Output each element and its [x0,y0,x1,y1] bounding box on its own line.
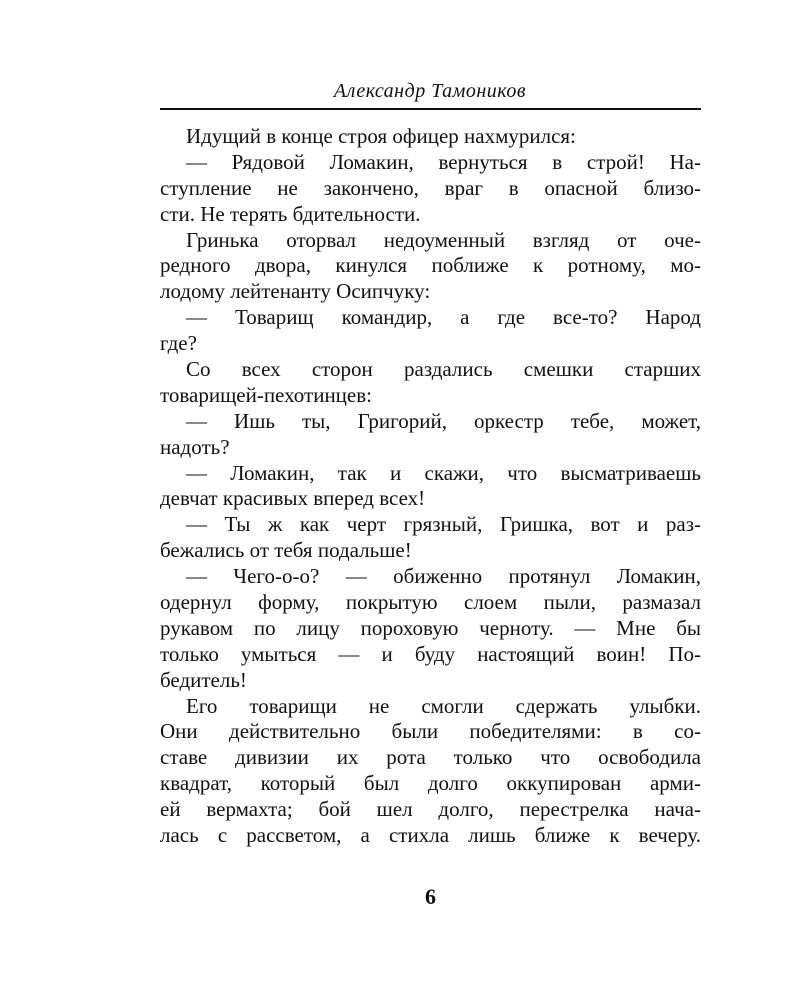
text-line: Со всех сторон раздались смешки старших [186,357,701,382]
body-text [160,124,701,849]
running-head-author: Александр Тамоников [333,80,527,102]
text-line: рукавом по лицу пороховую черноту. — Мне бы [160,615,701,640]
page-number: 6 [425,884,436,909]
text-line: сти. Не терять бдительности. [160,201,421,226]
text-line: — Рядовой Ломакин, вернуться в строй! На- [186,149,701,174]
text-line: бедитель! [160,667,247,692]
text-line: одернул форму, покрытую слоем пыли, размазал [160,590,701,615]
text-line: Они действительно были победителями: в со- [160,719,701,744]
text-line: квадрат, который был долго оккупирован арми- [160,771,701,796]
text-line: лодому лейтенанту Осипчуку: [160,279,431,304]
text-line: Идущий в конце строя офицер нахмурился: [186,124,576,148]
text-line: ступление не закончено, враг в опасной близо- [160,175,701,200]
text-line: лась с рассветом, а стихла лишь ближе к вечеру. [160,823,701,848]
header-rule [160,108,701,110]
text-line: товарищей-пехотинцев: [160,382,372,407]
text-line: надоть? [160,434,230,459]
text-line: — Ишь ты, Григорий, оркестр тебе, может, [186,408,701,433]
text-line: Его товарищи не смогли сдержать улыбки. [186,693,701,718]
text-line: бежались от тебя подальше! [160,538,412,563]
text-line: — Ломакин, так и скажи, что высматриваешь [186,460,701,485]
text-line: ей вермахта; бой шел долго, перестрелка нача- [160,797,701,822]
text-line: — Ты ж как черт грязный, Гришка, вот и раз- [186,512,701,537]
text-line: только умыться — и буду настоящий воин! По- [160,641,701,666]
text-line: — Чего-о-о? — обиженно протянул Ломакин, [186,564,701,589]
text-line: ставе дивизии их рота только что освободила [160,745,701,770]
text-line: где? [160,331,197,356]
text-line: редного двора, кинулся поближе к ротному, мо- [160,253,701,278]
text-line: — Товарищ командир, а где все-то? Народ [186,305,701,330]
text-line: Гринька оторвал недоуменный взгляд от оче- [186,227,701,252]
text-line: девчат красивых вперед всех! [160,486,426,511]
